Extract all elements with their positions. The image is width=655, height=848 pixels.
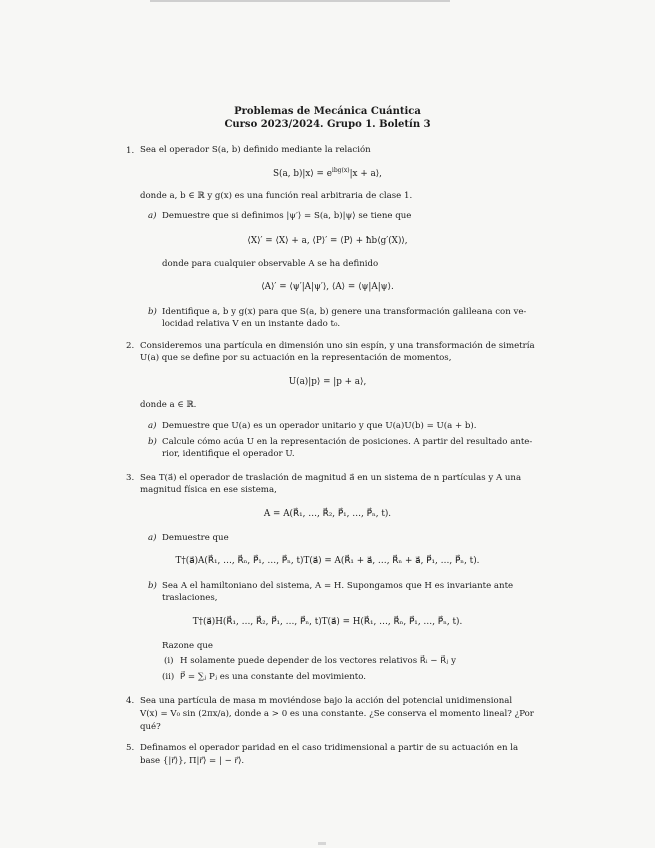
problem-1-equation-exponent: ibg(x) [331, 167, 350, 174]
problem-3a-equation: T†(a⃗)A(R⃗₁, …, R⃗ₙ, P⃗₁, …, P⃗ₙ, t)T(a⃗) = A(R⃗₁ + a⃗, …, R⃗ₙ + a⃗, P⃗₁, …, P⃗ₙ, t). [175, 556, 480, 566]
problem-3-i-text: H solamente puede depender de los vectores relativos R⃗ᵢ − R⃗ⱼ y [180, 656, 457, 666]
problem-1a-label: a) [148, 211, 157, 221]
problem-2-equation: U(a)|p⟩ = |p + a⟩, [288, 377, 367, 387]
problem-3-razone: Razone que [162, 641, 213, 651]
problem-1-equation-rhs: |x + a⟩, [349, 169, 382, 179]
problem-5-line-2: base {|r⃗⟩}, Π|r⃗⟩ = | − r⃗⟩. [140, 756, 245, 766]
problem-2-line-1: Consideremos una partícula en dimensión uno sin espín, y una transformación de simetría [140, 341, 535, 351]
problem-1a-equation: ⟨X⟩′ = ⟨X⟩ + a, ⟨P⟩′ = ⟨P⟩ + ħb⟨g′(X)⟩, [247, 236, 408, 246]
problem-3-line-1: Sea T(a⃗) el operador de traslación de magnitud a⃗ en un sistema de n partículas y A una [140, 473, 522, 483]
problem-4-line-3: qué? [140, 722, 161, 732]
problem-1b-text-1: Identifique a, b y g(x) para que S(a, b) genere una transformación galileana con ve- [162, 307, 527, 317]
problem-3-number: 3. [126, 473, 135, 483]
title-line-1: Problemas de Mecánica Cuántica [234, 106, 421, 117]
problem-1-number: 1. [126, 146, 135, 156]
problem-2b-text-1: Calcule cómo acúa U en la representación de posiciones. A partir del resultado ante- [162, 437, 533, 447]
problem-3b-label: b) [148, 581, 157, 591]
problem-1b-text-2: locidad relativa V en un instante dado t₀. [162, 319, 341, 329]
problem-3-ii-label: (ii) [162, 672, 175, 682]
problem-1-equation [0, 167, 655, 179]
problem-3-ii-text: P⃗ = ∑ⱼ Pⱼ es una constante del movimiento. [180, 672, 366, 682]
problem-1a-equation-2: ⟨A⟩′ = ⟨ψ′|A|ψ′⟩, ⟨A⟩ = ⟨ψ|A|ψ⟩. [261, 282, 394, 292]
problem-2-number: 2. [126, 341, 135, 351]
problem-3a-label: a) [148, 533, 157, 543]
problem-3b-equation: T†(a⃗)H(R⃗₁, …, R⃗₂, P⃗₁, …, P⃗ₙ, t)T(a⃗) = H(R⃗₁, …, R⃗ₙ, P⃗₁, …, P⃗ₙ, t). [192, 617, 463, 627]
problem-1-intro: Sea el operador S(a, b) definido mediante la relación [140, 145, 371, 155]
problem-1a-text: Demuestre que si definimos |ψ′⟩ = S(a, b)|ψ⟩ se tiene que [162, 211, 412, 221]
problem-2b-text-2: rior, identifique el operador U. [162, 449, 295, 459]
problem-3a-text: Demuestre que [162, 533, 229, 543]
problem-4-line-2: V(x) = V₀ sin (2πx/a), donde a > 0 es una constante. ¿Se conserva el momento lineal? ¿Por [140, 709, 534, 719]
problem-3-equation: A = A(R⃗₁, …, R⃗₂, P⃗₁, …, P⃗ₙ, t). [263, 509, 392, 519]
title-line-2: Curso 2023/2024. Grupo 1. Boletín 3 [224, 119, 431, 130]
problem-5-number: 5. [126, 743, 135, 753]
problem-4-line-1: Sea una partícula de masa m moviéndose bajo la acción del potencial unidimensional [140, 696, 513, 706]
problem-3-i-label: (i) [164, 656, 174, 666]
top-scan-edge [150, 0, 450, 2]
problem-2-line-2: U(a) que se define por su actuación en la representación de momentos, [140, 353, 452, 363]
problem-2b-label: b) [148, 437, 157, 447]
problem-1-where: donde a, b ∈ ℝ y g(x) es una función real arbitraria de clase 1. [140, 191, 413, 201]
page-footer-mark [318, 842, 326, 845]
problem-3-line-2: magnitud física en ese sistema, [140, 485, 277, 495]
problem-3b-text-2: traslaciones, [162, 593, 218, 603]
problem-2a-text: Demuestre que U(a) es un operador unitario y que U(a)U(b) = U(a + b). [162, 421, 477, 431]
problem-1b-label: b) [148, 307, 157, 317]
problem-2a-label: a) [148, 421, 157, 431]
problem-3b-text-1: Sea A el hamiltoniano del sistema, A = H. Supongamos que H es invariante ante [162, 581, 514, 591]
problem-1-equation-lhs: S(a, b)|x⟩ = e [273, 169, 332, 179]
problem-4-number: 4. [126, 696, 135, 706]
problem-1a-where: donde para cualquier observable A se ha definido [162, 259, 379, 269]
problem-2-where: donde a ∈ ℝ. [140, 400, 197, 410]
problem-5-line-1: Definamos el operador paridad en el caso tridimensional a partir de su actuación en la [140, 743, 519, 753]
